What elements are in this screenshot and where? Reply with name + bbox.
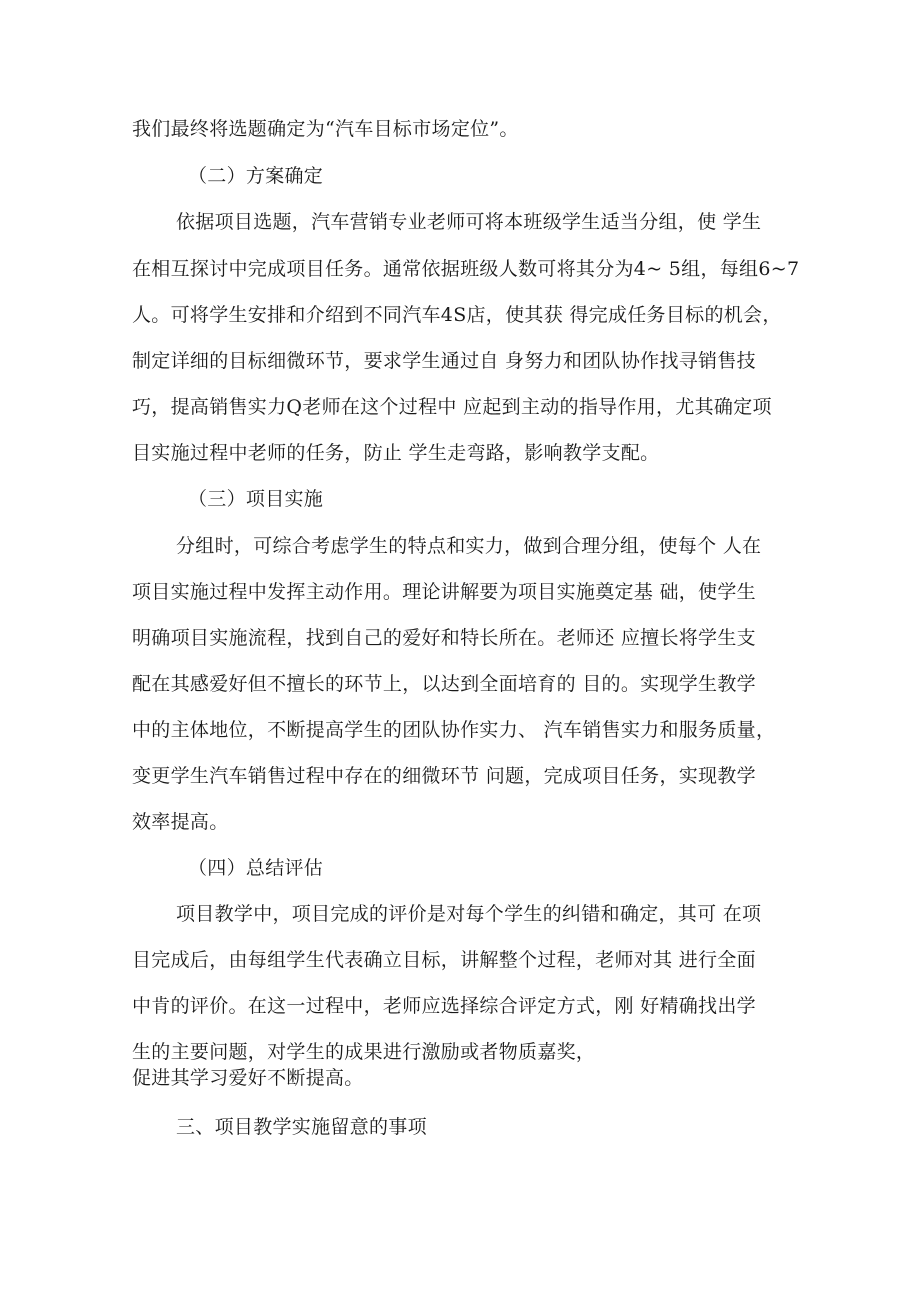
paragraph-line: 制定详细的目标细微环节，要求学生通过自 身努力和团队协作找寻销售技 (132, 350, 756, 372)
paragraph-line: 在相互探讨中完成项目任务。通常依据班级人数可将其分为4~ 5组，每组6~7 (132, 258, 800, 280)
paragraph-line: 变更学生汽车销售过程中存在的细微环节 问题，完成项目任务，实现教学 (132, 765, 756, 787)
chapter-heading: 三、项目教学实施留意的事项 (176, 1116, 427, 1138)
paragraph-line: 分组时，可综合考虑学生的特点和实力，做到合理分组，使每个 人在 (176, 535, 762, 557)
section-heading: （四）总结评估 (188, 857, 324, 879)
paragraph-line: 巧，提高销售实力Q老师在这个过程中 应起到主动的指导作用，尤其确定项 (132, 396, 772, 418)
paragraph-line: 依据项目选题，汽车营销专业老师可将本班级学生适当分组，使 学生 (176, 211, 762, 233)
paragraph-line: 明确项目实施流程，找到自己的爱好和特长所在。老师还 应擅长将学生支 (132, 627, 756, 649)
paragraph-line: 促进其学习爱好不断提高。 (132, 1067, 364, 1089)
paragraph-line: 人。可将学生安排和介绍到不同汽车4S店，使其获 得完成任务目标的机会， (132, 304, 782, 326)
paragraph-line: 目实施过程中老师的任务，防止 学生走弯路，影响教学支配。 (132, 442, 660, 464)
section-heading: （三）项目实施 (188, 488, 324, 510)
paragraph-line: 配在其感爱好但不擅长的环节上，以达到全面培育的 目的。实现学生教学 (132, 673, 756, 695)
section-heading: （二）方案确定 (188, 165, 324, 187)
paragraph-line: 项目教学中，项目完成的评价是对每个学生的纠错和确定，其可 在项 (176, 903, 762, 925)
paragraph-line: 生的主要问题，对学生的成果进行激励或者物质嘉奖， (132, 1041, 596, 1063)
paragraph-line: 我们最终将选题确定为“汽车目标市场定位”。 (132, 118, 519, 140)
paragraph-line: 中的主体地位，不断提高学生的团队协作实力、 汽车销售实力和服务质量， (132, 719, 776, 741)
paragraph-line: 项目实施过程中发挥主动作用。理论讲解要为项目实施奠定基 础，使学生 (132, 581, 756, 603)
paragraph-line: 效率提高。 (132, 811, 229, 833)
paragraph-line: 目完成后，由每组学生代表确立目标，讲解整个过程，老师对其 进行全面 (132, 949, 756, 971)
paragraph-line: 中肯的评价。在这一过程中，老师应选择综合评定方式，刚 好精确找出学 (132, 995, 756, 1017)
